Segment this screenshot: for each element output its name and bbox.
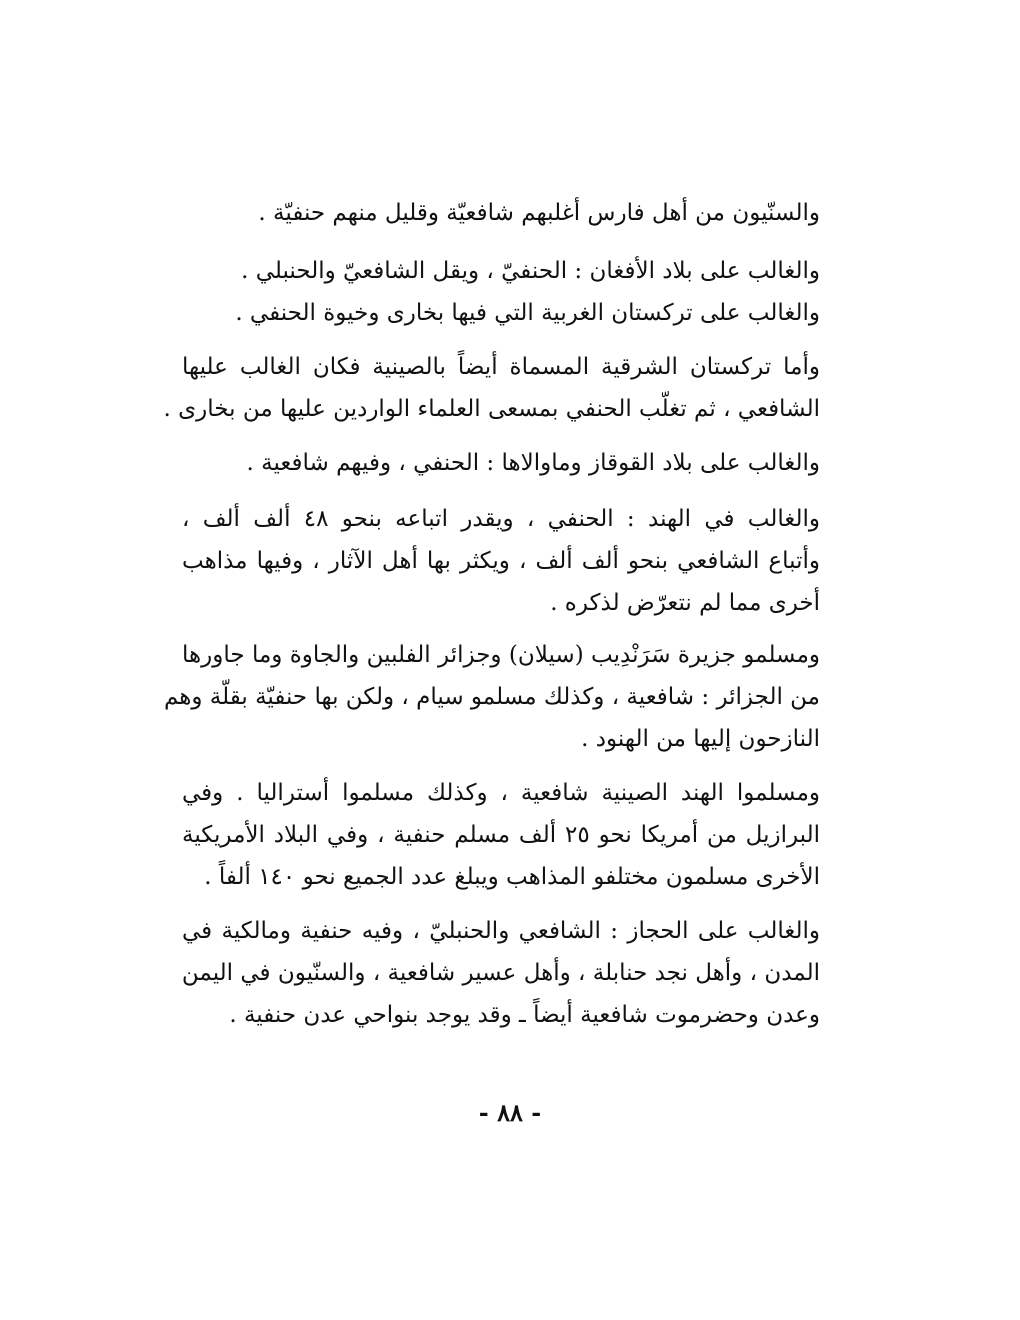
text-line: ومسلمو جزيرة سَرَنْدِيب (سيلان) وجزائر الفلبين والجاوة وما جاورها	[182, 642, 820, 668]
page-number: - ٨٨ -	[478, 1098, 542, 1127]
text-line: وعدن وحضرموت شافعية أيضاً ـ وقد يوجد بنواحي عدن حنفية .	[229, 1002, 820, 1028]
text-line: والسنّيون من أهل فارس أغلبهم شافعيّة وقليل منهم حنفيّة .	[258, 200, 820, 226]
text-line: والغالب على بلاد الأفغان : الحنفيّ ، ويقل الشافعيّ والحنبلي .	[241, 258, 820, 284]
text-line: والغالب على تركستان الغربية التي فيها بخارى وخيوة الحنفي .	[235, 300, 820, 326]
text-line: ومسلموا الهند الصينية شافعية ، وكذلك مسلموا أستراليا . وفي	[182, 780, 820, 806]
text-line: وأما تركستان الشرقية المسماة أيضاً بالصينية فكان الغالب عليها	[182, 354, 820, 380]
text-line: والغالب في الهند : الحنفي ، ويقدر اتباعه بنحو ٤٨ ألف ألف ،	[182, 506, 820, 532]
text-line: والغالب على الحجاز : الشافعي والحنبليّ ، وفيه حنفية ومالكية في	[182, 918, 820, 944]
text-line: الأخرى مسلمون مختلفو المذاهب ويبلغ عدد الجميع نحو ١٤٠ ألفاً .	[204, 864, 820, 890]
text-line: الشافعي ، ثم تغلّب الحنفي بمسعى العلماء الواردين عليها من بخارى .	[163, 396, 820, 422]
text-line: من الجزائر : شافعية ، وكذلك مسلمو سيام ، ولكن بها حنفيّة بقلّة وهم	[163, 684, 820, 710]
text-line: وأتباع الشافعي بنحو ألف ألف ، ويكثر بها أهل الآثار ، وفيها مذاهب	[182, 548, 820, 574]
text-line: والغالب على بلاد القوقاز وماوالاها : الحنفي ، وفيهم شافعية .	[246, 450, 820, 476]
text-line: النازحون إليها من الهنود .	[581, 726, 820, 752]
text-line: المدن ، وأهل نجد حنابلة ، وأهل عسير شافعية ، والسنّيون في اليمن	[181, 960, 820, 986]
text-line: البرازيل من أمريكا نحو ٢٥ ألف مسلم حنفية ، وفي البلاد الأمريكية	[182, 822, 820, 848]
text-line: أخرى مما لم نتعرّض لذكره .	[550, 590, 820, 616]
